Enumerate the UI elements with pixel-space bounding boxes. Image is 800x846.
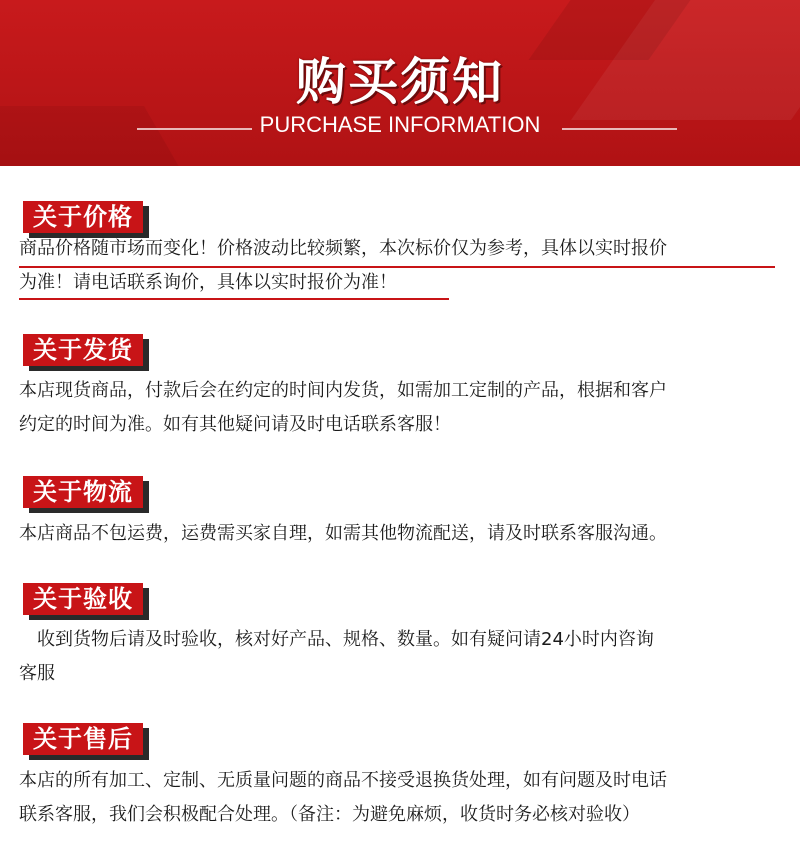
text-line: 客服: [19, 663, 55, 684]
section-text-shipping: [19, 374, 791, 442]
section-heading-shipping: 关于发货: [23, 334, 143, 366]
section-heading-after-sales: 关于售后: [23, 723, 143, 755]
section-heading-price: 关于价格: [23, 201, 143, 233]
text-line: 本店现货商品，付款后会在约定的时间内发货，如需加工定制的产品，根据和客户: [19, 380, 667, 401]
text-line: 收到货物后请及时验收，核对好产品、规格、数量。如有疑问请24小时内咨询: [37, 629, 654, 650]
section-text-after-sales: [19, 764, 791, 832]
text-line: 本店的所有加工、定制、无质量问题的商品不接受退换货处理，如有问题及时电话: [19, 770, 667, 791]
underline: [19, 266, 775, 268]
section-text-inspection: [19, 623, 791, 691]
text-line: 约定的时间为准。如有其他疑问请及时电话联系客服！: [19, 414, 451, 435]
section-text-logistics: [19, 517, 791, 551]
text-line: 商品价格随市场而变化！价格波动比较频繁，本次标价仅为参考，具体以实时报价: [19, 238, 667, 259]
banner-divider-right: [562, 128, 677, 130]
section-heading-inspection: 关于验收: [23, 583, 143, 615]
banner-subtitle: PURCHASE INFORMATION: [259, 112, 541, 137]
text-line: 本店商品不包运费，运费需买家自理，如需其他物流配送，请及时联系客服沟通。: [19, 523, 667, 544]
header-banner: [0, 0, 800, 166]
text-line: 为准！请电话联系询价，具体以实时报价为准！: [19, 272, 397, 293]
banner-title: 购买须知: [296, 53, 504, 111]
section-heading-logistics: 关于物流: [23, 476, 143, 508]
underline: [19, 298, 449, 300]
text-line: 联系客服，我们会积极配合处理。（备注：为避免麻烦，收货时务必核对验收）: [19, 804, 640, 825]
